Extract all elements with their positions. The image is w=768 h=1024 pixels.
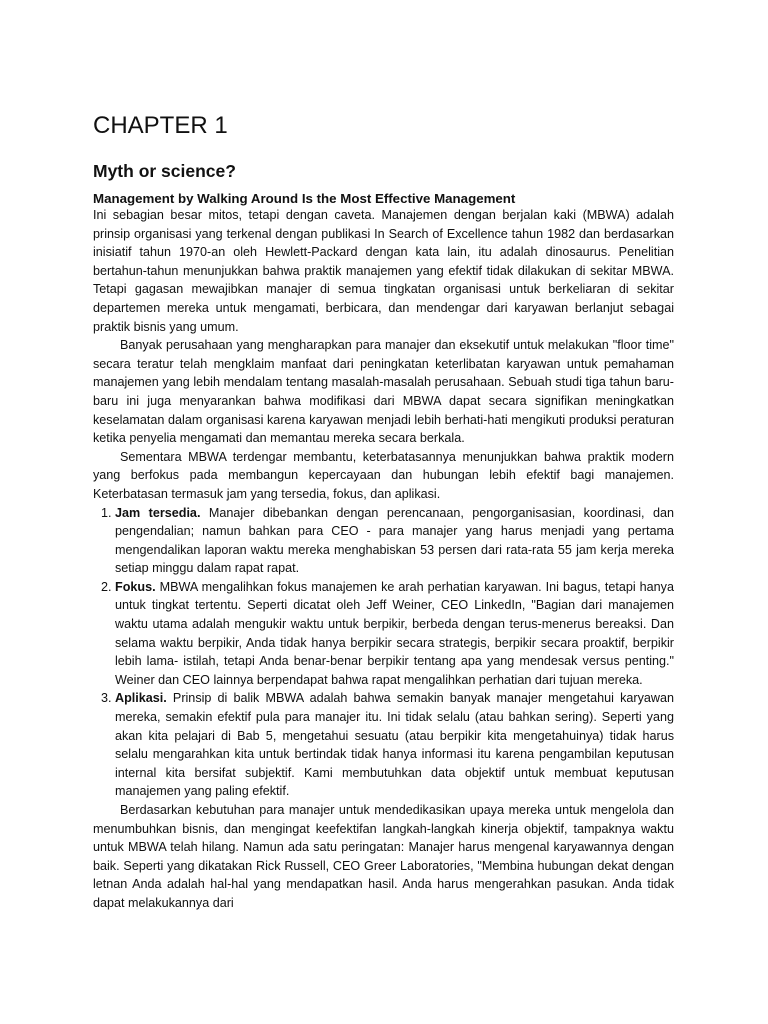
- list-item: [115, 689, 674, 801]
- paragraph-4: Berdasarkan kebutuhan para manajer untuk mendedikasikan upaya mereka untuk mengelola dan menumbuhkan bisnis, dan mengingat keefektifan langkah-langkah kinerja objektif, tampaknya waktu untuk MBWA telah hilang. Namun ada satu peringatan: Manajer harus mengenal karyawannya dengan baik. Seperti yang dikatakan Rick Russell, CEO Greer Laboratories, "Membina hubungan dekat dengan letnan Anda adalah hal-hal yang mendapatkan hasil. Anda harus mengerahkan pasukan. Anda tidak dapat melakukannya dari: [93, 803, 674, 910]
- section-title: Management by Walking Around Is the Most Effective Management: [93, 191, 516, 206]
- list-item-text: Prinsip di balik MBWA adalah bahwa semakin banyak manajer mengetahui karyawan mereka, semakin efektif pula para manajer itu. Ini tidak selalu (atau bahkan sering). Seperti yang akan kita pelajari di Bab 5, mengetahui sesuatu (atau berpikir kita mengetahuinya) tidak harus selalu mengarahkan kita untuk bertindak tidak hanya informasi itu karena pengambilan keputusan internal kita bersifat subjektif. Kami membutuhkan data objektif untuk membuat keputusan manajemen yang paling efektif.: [115, 691, 674, 799]
- list-item: [115, 578, 674, 690]
- limitations-list: [93, 504, 674, 802]
- chapter-title: CHAPTER 1: [93, 112, 228, 139]
- list-item-term: Jam tersedia.: [115, 505, 201, 520]
- paragraph-2: Banyak perusahaan yang mengharapkan para manajer dan eksekutif untuk melakukan "floor time" secara teratur telah mengklaim manfaat dari peningkatan keterlibatan karyawan untuk pemahaman manajemen yang lebih mendalam tentang masalah-masalah perusahaan. Sebuah studi tiga tahun baru-baru ini juga menyarankan bahwa modifikasi dari MBWA dapat secara signifikan meningkatkan keselamatan dalam organisasi karena karyawan menjadi lebih berhati-hati mengikuti produksi peraturan ketika penyelia mengamati dan memantau mereka secara berkala.: [93, 338, 674, 446]
- paragraph-1: Ini sebagian besar mitos, tetapi dengan caveta. Manajemen dengan berjalan kaki (MBWA) adalah prinsip organisasi yang terkenal dengan publikasi In Search of Excellence tahun 1982 dan berdasarkan inisiatif tahun 1970-an oleh Hewlett-Packard dengan kata lain, itu adalah dinosaurus. Penelitian bertahun-tahun menunjukkan bahwa praktik manajemen yang efektif tidak dilakukan di sekitar MBWA. Tetapi gagasan mewajibkan manajer di semua tingkatan organisasi untuk berkeliaran di sekitar departemen mereka untuk mengamati, berbicara, dan mendengar dari karyawan berlanjut sebagai praktik bisnis yang umum.: [93, 208, 674, 334]
- chapter-subtitle: Myth or science?: [93, 161, 236, 181]
- list-item-text: MBWA mengalihkan fokus manajemen ke arah perhatian karyawan. Ini bagus, tetapi hanya untuk tingkat tertentu. Seperti dicatat oleh Jeff Weiner, CEO LinkedIn, "Bagian dari manajemen waktu utama adalah mengukir waktu untuk berpikir, berbeda dengan terus-menerus bereaksi. Dan selama waktu berpikir, Anda tidak hanya berpikir secara strategis, berpikir secara proaktif, berpikir lebih lama- istilah, tetapi Anda benar-benar berpikir tentang apa yang mendesak versus penting." Weiner dan CEO lainnya berpendapat bahwa rapat mengalihkan perhatian dari tujuan mereka.: [115, 579, 674, 687]
- list-item-text: Manajer dibebankan dengan perencanaan, pengorganisasian, koordinasi, dan pengendalian; namun bahkan para CEO - para manajer yang harus menjadi yang pertama mengendalikan laporan waktu mereka menghabiskan 53 persen dari rata-rata 55 jam kerja mereka setiap minggu dalam rapat rapat.: [115, 505, 674, 576]
- paragraph-3: Sementara MBWA terdengar membantu, keterbatasannya menunjukkan bahwa praktik modern yang berfokus pada membangun kepercayaan dan hubungan lebih efektif bagi manajemen. Keterbatasan termasuk jam yang tersedia, fokus, dan aplikasi.: [93, 449, 674, 501]
- list-item-term: Aplikasi.: [115, 691, 167, 706]
- list-item: [115, 504, 674, 578]
- list-item-term: Fokus.: [115, 579, 156, 594]
- body-text: [93, 206, 674, 913]
